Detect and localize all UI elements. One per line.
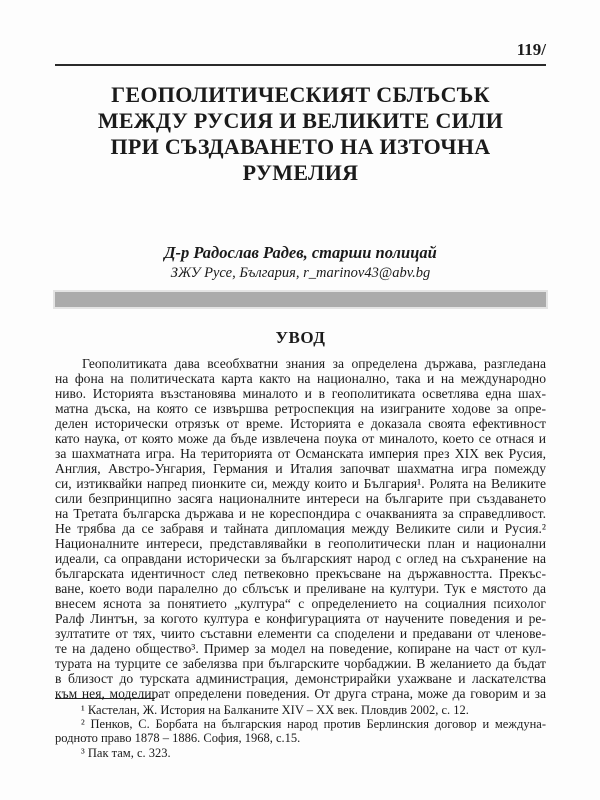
body-text-line: внесем яснота за понятието „култура“ с определението на социалния психолог <box>55 596 546 611</box>
body-text-line: Националните интереси, представлявайки в геополитически план и национални <box>55 536 546 551</box>
body-text-line: като наука, от която може да бъде извлечена поука от миналото, което се отнася и <box>55 431 546 446</box>
author-name: Д-р Радослав Радев, старши полицай <box>164 243 437 262</box>
body-text-line: българската идентичност след петвековно прекъсване на държавността. Прекъс- <box>55 566 546 581</box>
page-number: 119/ <box>516 40 546 59</box>
body-text-line: за шахматната игра. На територията от Османската империя през XIX век Русия, <box>55 446 546 461</box>
body-text-line: на Третата българска държава и не кореспондира с очакванията за справедливост. <box>55 506 546 521</box>
body-text-line: Не трябва да се забравя и тайната дипломация между Великите сили и Русия.² <box>55 521 546 536</box>
body-text-line: матна дъска, на която се извършва ретроспекция на изиграните ходове за опре- <box>55 401 546 416</box>
section-heading: УВОД <box>275 328 326 347</box>
body-text-line: ниво. Историята възстановява миналото и в геополитиката осветлява една шах- <box>55 386 546 401</box>
body-text-line: те на дадено общество³. Пример за модел на поведение, копиране на част от кул- <box>55 641 546 656</box>
author-affiliation: ЗЖУ Русе, България, r_marinov43@abv.bg <box>170 265 431 281</box>
body-text-line: на фона на политическата карта както на национално, така и на международно <box>55 371 546 386</box>
body-text-line: турата на турците се забелязва при българските чорбаджии. В желанието да бъдат <box>55 656 546 671</box>
body-text-line: ване, което води паралелно до сблъсък и преливане на култури. Тук е мястото да <box>55 581 546 596</box>
body-text-line: идеали, са оправдани исторически за българският народ с оглед на съхранение на <box>55 551 546 566</box>
body-text-line: делен исторически отрязък от време. Историята е доказала своята ефективност <box>55 416 546 431</box>
footnote-line: ² Пенков, С. Борбата на българския народ против Берлинския договор и междуна- <box>81 717 546 732</box>
footnotes-block <box>55 703 546 760</box>
body-text-line: си, изтиквайки напред пионките си, между които и България¹. Ролята на Великите <box>55 476 546 491</box>
article-title-line: РУМЕЛИЯ <box>242 160 359 185</box>
article-title-line: ГЕОПОЛИТИЧЕСКИЯТ СБЛЪСЪК <box>111 82 490 107</box>
body-text-line: Ралф Линтън, за когото култура е конфигурацията от научените поведения и ре- <box>55 611 546 626</box>
article-title-line: ПРИ СЪЗДАВАНЕТО НА ИЗТОЧНА <box>110 134 491 159</box>
body-text-line: към нея, моделират определени поведения. От друга страна, може да говорим и за <box>55 686 546 701</box>
body-text-line: зултатите от тях, чиито съставни елементи са споделени и предавани от членове- <box>55 626 546 641</box>
body-text-line: Геополитиката дава всеобхватни знания за определена държава, разгледана <box>82 356 546 371</box>
footnote-line: ¹ Кастелан, Ж. История на Балканите XIV – XX век. Пловдив 2002, с. 12. <box>81 703 469 717</box>
article-title <box>55 82 546 186</box>
redacted-bar <box>55 292 546 307</box>
header-rule <box>55 64 546 66</box>
body-text-line: Англия, Австро-Унгария, Германия и Италия започват шахматна игра помежду <box>55 461 546 476</box>
body-text-line: сили безпринципно засяга националните интереси на българите при създаването <box>55 491 546 506</box>
body-paragraph <box>55 356 546 701</box>
footnote-line: ³ Пак там, с. 323. <box>81 745 171 760</box>
body-text-line: в близост до турската администрация, демонстрирайки ухажване и ласкателства <box>55 671 546 686</box>
article-title-line: МЕЖДУ РУСИЯ И ВЕЛИКИТЕ СИЛИ <box>97 108 504 133</box>
footnote-line: родното право 1878 – 1886. София, 1968, с.15. <box>55 731 301 746</box>
